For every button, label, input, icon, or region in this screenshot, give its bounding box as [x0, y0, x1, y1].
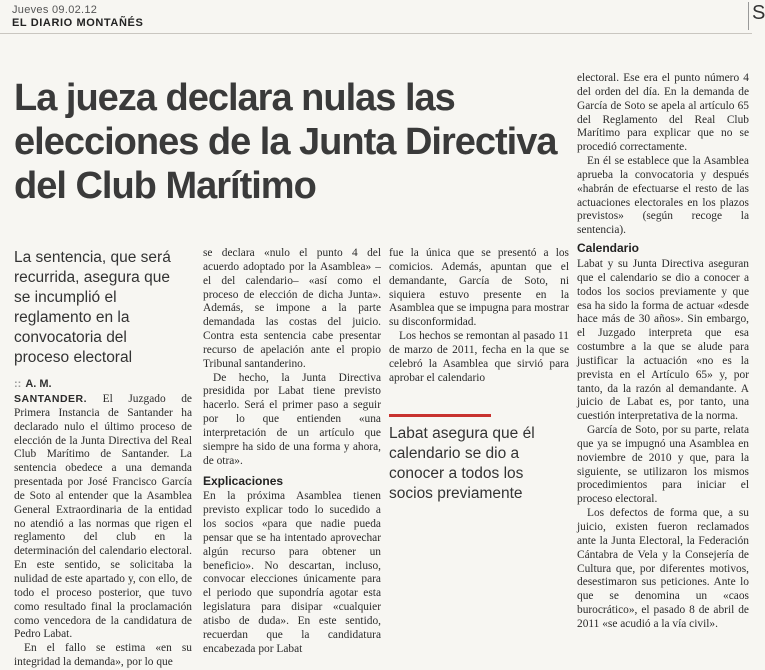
- paragraph: De hecho, la Junta Directiva presidida por Labat tiene previsto hacerlo. Será el primer paso a seguir por lo que entienden «una interpretación de un artículo que siempre ha sido de una forma y ahora, de otra».: [203, 371, 381, 467]
- city-lead: SANTANDER.: [14, 393, 88, 405]
- dateline: Jueves 09.02.12: [12, 4, 98, 16]
- pullquote-rule: [389, 414, 491, 417]
- paragraph-text: El Juzgado de Primera Instancia de Santander ha declarado nulo el último proceso de elección de la Junta Directiva del Real Club Marítimo de Santander. La sentencia obedece a una demanda presentada por José Francisco García de Soto al entender que la Asamblea General Extraordinaria de la entidad no atendió a las normas que rigen el reglamento del club en la determinación del calendario electoral. En este sentido, se solicitaba la nulidad de este apartado y, con ello, de todo el proceso posterior, que tuvo como resultado final la proclamación como vencedora de la candidatura de Pedro Labat.: [14, 393, 192, 641]
- paragraph: En él se establece que la Asamblea aprueba la convocatoria y después «habrán de efectuarse el resto de las actuaciones electorales en los plazos previstos» (según recoge la sentencia).: [577, 155, 749, 237]
- header-rule: [0, 33, 752, 34]
- page-edge-divider: [748, 2, 749, 30]
- text-column-3: [389, 247, 569, 385]
- paragraph: Labat y su Junta Directiva aseguran que el calendario se dio a conocer a todos los socios previamente y que esa ha sido la forma de actuar «desde hace más de 30 años». Sin embargo, el Juzgado interpreta que esa costumbre a la que se alude para justificar la actuación «no es la prevista en el Artículo 65» y, por tanto, da la razón al demandante. A juicio de Labat es, por tanto, una cuestión interpretativa de la norma.: [577, 257, 749, 423]
- byline-marker: ::: [14, 378, 22, 390]
- section-heading-explicaciones: Explicaciones: [203, 473, 284, 488]
- paragraph: Los hechos se remontan al pasado 11 de marzo de 2011, fecha en la que se celebró la Asamblea que sirvió para aprobar el calendario: [389, 330, 569, 384]
- pullquote: Labat asegura que él calendario se dio a conocer a todos los socios previamente: [389, 425, 535, 502]
- byline: [14, 378, 52, 390]
- page-edge-letter: S: [752, 2, 765, 24]
- text-column-4: [577, 72, 749, 632]
- paragraph: En la próxima Asamblea tienen previsto explicar todo lo sucedido a los socios «para que nadie pueda pensar que se ha intentado aprovechar algún recurso para obtener un beneficio». No descartan, incluso, convocar elecciones únicamente para el periodo que supondría agotar esta legislatura para disipar «cualquier atisbo de duda». En este sentido, recuerdan que la candidatura encabezada por Labat: [203, 490, 381, 655]
- paragraph: En el fallo se estima «en su integridad la demanda», por lo que: [14, 642, 192, 669]
- paragraph: Los defectos de forma que, a su juicio, existen fueron reclamados ante la Junta Electoral, la Federación Cántabra de Vela y la Consejería de Cultura que, por diferentes motivos, desestimaron sus peticiones. Ante lo que se denomina un «caos burocrático», el pasado 8 de abril de 2011 «se acudió a la vía civil».: [577, 507, 749, 630]
- newspaper-name: EL DIARIO MONTAÑÉS: [12, 17, 144, 29]
- article-headline: La jueza declara nulas las elecciones de la Junta Directiva del Club Marítimo: [14, 77, 557, 207]
- section-heading-calendario: Calendario: [577, 241, 640, 256]
- paragraph: se declara «nulo el punto 4 del acuerdo adoptado por la Asamblea» –el del calendario– «así como el proceso de elección de dicha Junta». Además, se impone a la parte demandada las costas del juicio. Contra esta sentencia cabe presentar recurso de apelación ante el propio Tribunal santanderino.: [203, 247, 381, 370]
- paragraph: fue la única que se presentó a los comicios. Además, apuntan que el demandante, García de Soto, ni siquiera estuvo presente en la Asamblea que se impugna para mostrar su disconformidad.: [389, 247, 569, 329]
- byline-author: A. M.: [25, 378, 52, 390]
- text-column-1: [14, 393, 192, 670]
- paragraph: [14, 393, 192, 642]
- paragraph: electoral. Ese era el punto número 4 del orden del día. En la demanda de García de Soto se apela al artículo 65 del Reglamento del Real Club Marítimo para explicar que no se procedió correctamente.: [577, 72, 749, 154]
- text-column-2: [203, 247, 381, 656]
- paragraph: García de Soto, por su parte, relata que ya se impugnó una Asamblea en noviembre de 2010 y que, para la siguiente, se utilizaron los mismos procedimientos para iniciar el proceso electoral.: [577, 424, 749, 506]
- article-subhead: La sentencia, que será recurrida, asegura que se incumplió el reglamento en la convocatoria del proceso electoral: [14, 249, 171, 366]
